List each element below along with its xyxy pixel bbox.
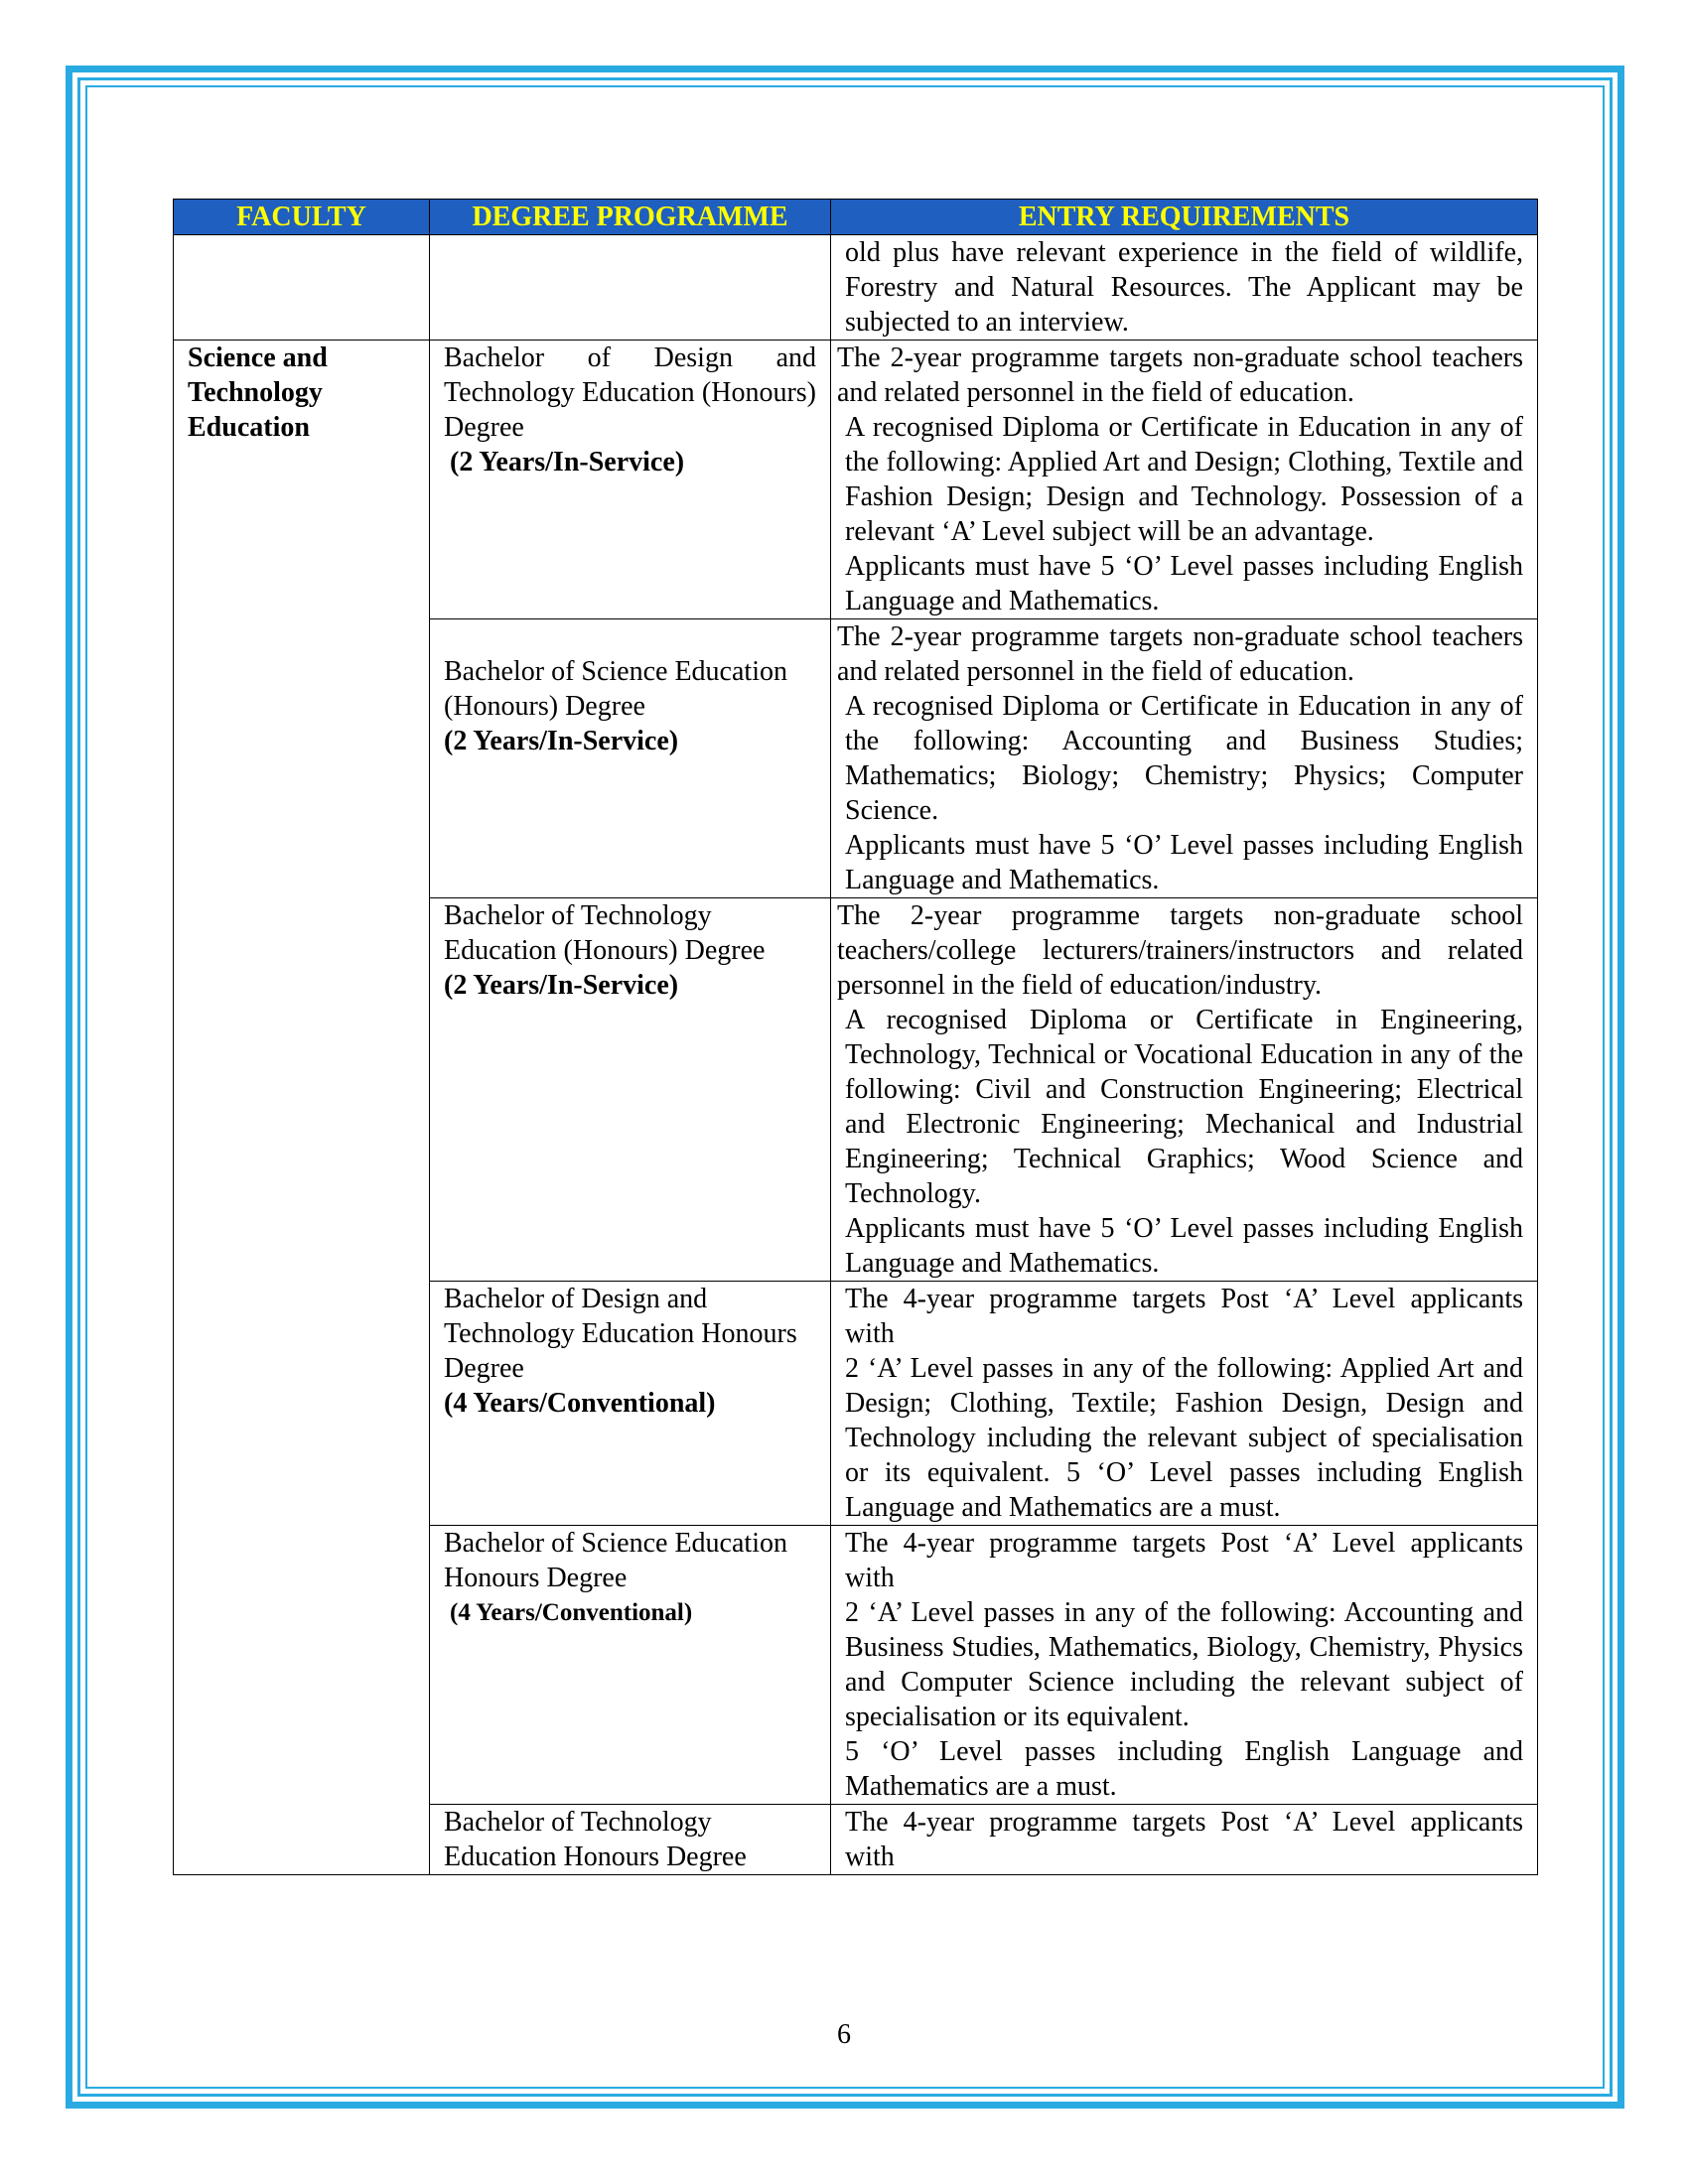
requirements-paragraph: The 2-year programme targets non-graduate school teachers/college lecturers/trainers/instructors and related personnel in the field of education/industry. bbox=[837, 900, 1523, 1001]
requirements-paragraph: The 2-year programme targets non-graduate school teachers and related personnel in the field of education. bbox=[837, 342, 1523, 408]
table-row bbox=[174, 341, 1538, 619]
requirements-paragraph: A recognised Diploma or Certificate in Education in any of the following: Applied Art and Design; Clothing, Textile and Fashion Design; Design and Technology. Possession of a relevant ‘A’ Level subject will be an advantage. bbox=[845, 412, 1523, 547]
requirements-paragraph: 2 ‘A’ Level passes in any of the following: Applied Art and Design; Clothing, Textile; Fashion Design, Design and Technology including the relevant subject of specialisation or its equivalent. 5 ‘O’ Level passes including English Language and Mathematics are a must. bbox=[845, 1353, 1523, 1523]
requirements-cell bbox=[831, 1282, 1538, 1526]
programme-cell bbox=[430, 1282, 831, 1526]
requirements-cell bbox=[831, 341, 1538, 619]
header-degree-programme: DEGREE PROGRAMME bbox=[430, 200, 831, 235]
programme-duration: (4 Years/Conventional) bbox=[450, 1599, 693, 1626]
requirements-paragraph: Applicants must have 5 ‘O’ Level passes including English Language and Mathematics. bbox=[845, 1213, 1523, 1279]
requirements-paragraph: The 4-year programme targets Post ‘A’ Level applicants with bbox=[845, 1528, 1523, 1593]
requirements-paragraph: Applicants must have 5 ‘O’ Level passes including English Language and Mathematics. bbox=[845, 830, 1523, 895]
entry-requirements-table bbox=[173, 199, 1538, 1875]
header-entry-requirements: ENTRY REQUIREMENTS bbox=[831, 200, 1538, 235]
page-number: 6 bbox=[837, 2019, 851, 2050]
programme-name: Bachelor of Science Education (Honours) Degree bbox=[444, 656, 787, 722]
requirements-paragraph: old plus have relevant experience in the field of wildlife, Forestry and Natural Resources. The Applicant may be subjected to an interview. bbox=[845, 237, 1523, 338]
table-header-row bbox=[174, 200, 1538, 235]
programme-cell bbox=[430, 898, 831, 1282]
header-faculty: FACULTY bbox=[174, 200, 430, 235]
requirements-paragraph: The 4-year programme targets Post ‘A’ Level applicants with bbox=[845, 1284, 1523, 1349]
requirements-paragraph: A recognised Diploma or Certificate in Engineering, Technology, Technical or Vocational Education in any of the following: Civil and Construction Engineering; Electrical and Electronic Engineering; Mechanical and Industrial Engineering; Technical Graphics; Wood Science and Technology. bbox=[845, 1005, 1523, 1209]
programme-duration: (2 Years/In-Service) bbox=[444, 726, 679, 756]
programme-name: Bachelor of Design and Technology Education (Honours) Degree bbox=[444, 342, 816, 443]
requirements-paragraph: Applicants must have 5 ‘O’ Level passes including English Language and Mathematics. bbox=[845, 551, 1523, 616]
programme-name: Bachelor of Design and Technology Education Honours Degree bbox=[444, 1284, 797, 1384]
programme-duration: (2 Years/In-Service) bbox=[444, 970, 679, 1001]
requirements-continuation bbox=[831, 235, 1538, 341]
programme-name: Bachelor of Technology Education (Honours) Degree bbox=[444, 900, 766, 966]
requirements-paragraph: The 4-year programme targets Post ‘A’ Level applicants with bbox=[845, 1807, 1523, 1872]
table-row-continuation bbox=[174, 235, 1538, 341]
faculty-cell-empty bbox=[174, 235, 430, 341]
requirements-cell bbox=[831, 1526, 1538, 1805]
faculty-name: Science and Technology Education bbox=[174, 341, 430, 1875]
requirements-cell bbox=[831, 619, 1538, 898]
requirements-paragraph: 5 ‘O’ Level passes including English Language and Mathematics are a must. bbox=[845, 1736, 1523, 1802]
programme-cell bbox=[430, 1526, 831, 1805]
programme-name: Bachelor of Technology Education Honours Degree bbox=[444, 1807, 747, 1872]
programme-name: Bachelor of Science Education Honours Degree bbox=[444, 1528, 787, 1593]
requirements-paragraph: A recognised Diploma or Certificate in Education in any of the following: Accounting and Business Studies; Mathematics; Biology; Chemistry; Physics; Computer Science. bbox=[845, 691, 1523, 826]
requirements-cell bbox=[831, 898, 1538, 1282]
programme-duration: (2 Years/In-Service) bbox=[450, 447, 685, 478]
programme-cell bbox=[430, 619, 831, 898]
programme-cell-empty bbox=[430, 235, 831, 341]
programme-cell bbox=[430, 1805, 831, 1875]
requirements-paragraph: The 2-year programme targets non-graduate school teachers and related personnel in the field of education. bbox=[837, 621, 1523, 687]
requirements-cell bbox=[831, 1805, 1538, 1875]
programme-cell bbox=[430, 341, 831, 619]
requirements-paragraph: 2 ‘A’ Level passes in any of the following: Accounting and Business Studies, Mathematics, Biology, Chemistry, Physics and Computer Science including the relevant subject of specialisation or its equivalent. bbox=[845, 1597, 1523, 1732]
programme-duration: (4 Years/Conventional) bbox=[444, 1388, 716, 1419]
